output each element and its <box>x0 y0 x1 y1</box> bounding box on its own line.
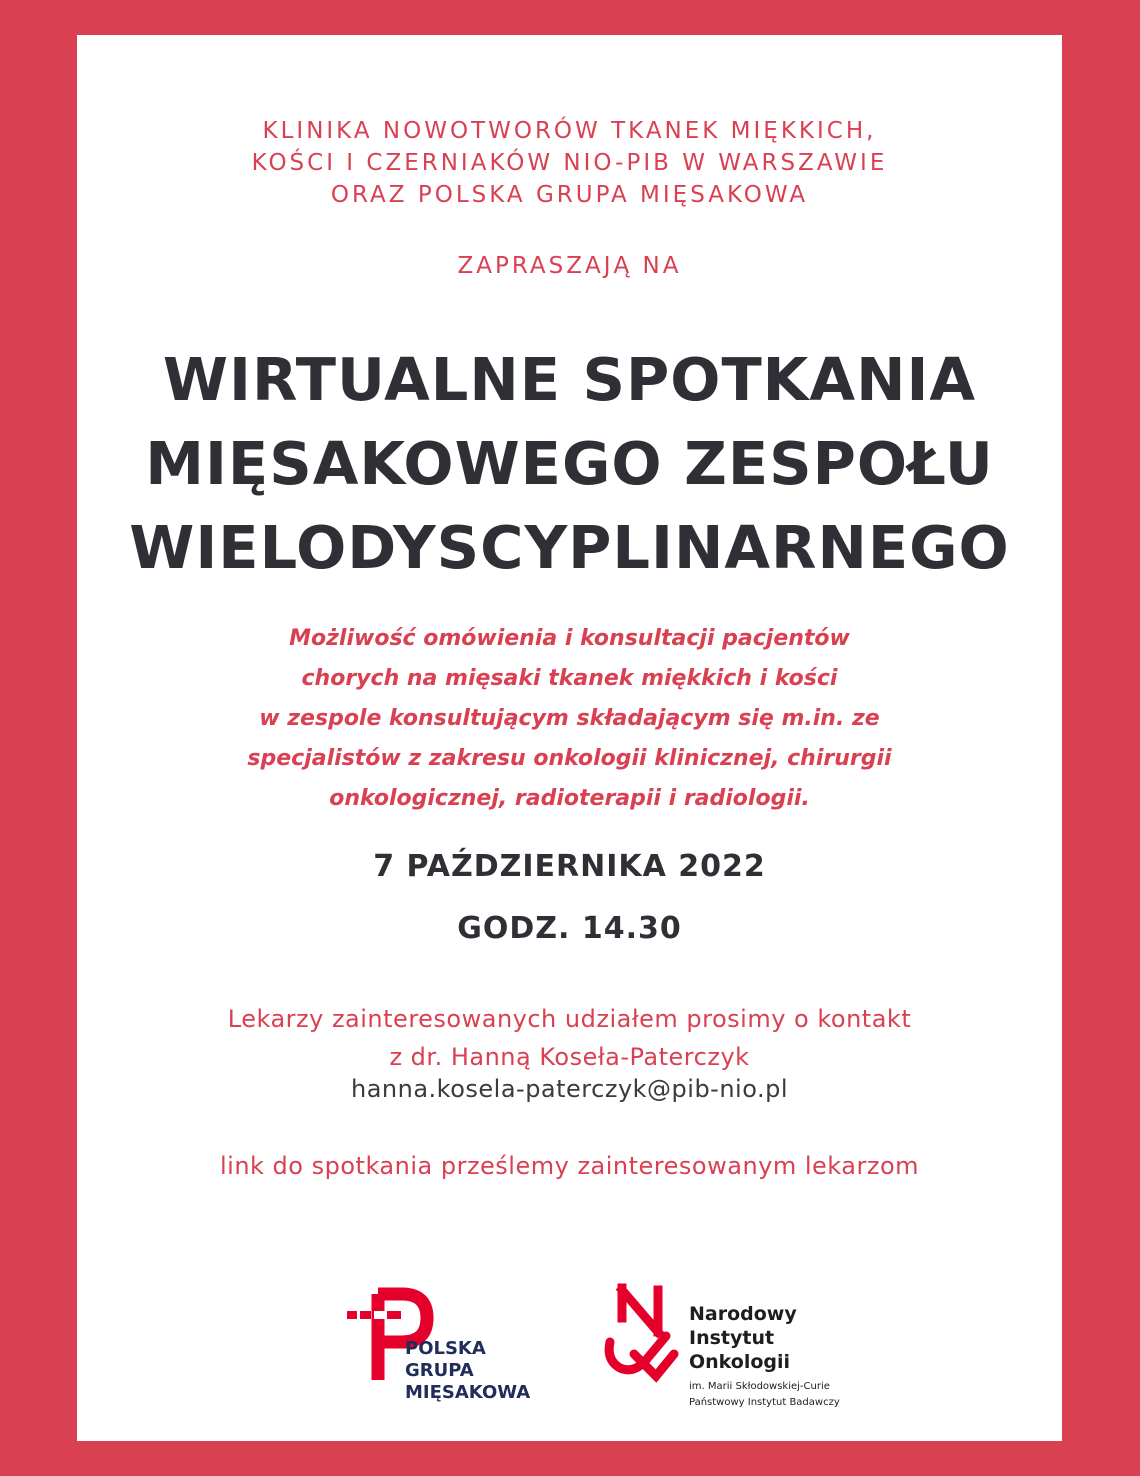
nio-name-line: Instytut <box>689 1327 775 1349</box>
organizers-heading <box>77 115 1062 211</box>
description-line: onkologicznej, radioterapii i radiologii. <box>329 786 810 811</box>
poster-panel <box>77 35 1062 1441</box>
nio-logo <box>600 1280 880 1430</box>
event-time: GODZ. 14.30 <box>457 911 682 946</box>
event-description <box>77 619 1062 819</box>
event-title-line: WIELODYSCYPLINARNEGO <box>129 513 1010 582</box>
event-date: 7 PAŹDZIERNIKA 2022 <box>373 849 766 884</box>
pgm-logo-text <box>405 1338 530 1404</box>
nio-logo-name <box>689 1302 797 1374</box>
event-title-line: WIRTUALNE SPOTKANIA <box>162 345 977 414</box>
contact-line: Lekarzy zainteresowanych udziałem prosimy o kontakt <box>227 1005 912 1033</box>
organizers-line: ORAZ POLSKA GRUPA MIĘSAKOWA <box>330 182 809 208</box>
nio-mark-icon <box>600 1280 690 1390</box>
pgm-logo-line: GRUPA <box>405 1360 474 1381</box>
nio-name-line: Onkologii <box>689 1351 791 1373</box>
nio-sub-line: Państwowy Instytut Badawczy <box>689 1397 840 1408</box>
pgm-logo <box>347 1280 547 1420</box>
event-title-line: MIĘSAKOWEGO ZESPOŁU <box>145 429 994 498</box>
contact-line: z dr. Hanną Koseła-Paterczyk <box>389 1043 750 1071</box>
description-line: w zespole konsultującym składającym się m.in. ze <box>259 706 880 731</box>
invite-text: ZAPRASZAJĄ NA <box>457 253 682 279</box>
nio-logo-subtitle <box>689 1379 840 1411</box>
contact-email[interactable]: hanna.kosela-paterczyk@pib-nio.pl <box>350 1075 789 1103</box>
nio-sub-line: im. Marii Skłodowskiej-Curie <box>689 1381 830 1392</box>
nio-name-line: Narodowy <box>689 1303 797 1325</box>
organizers-line: KLINIKA NOWOTWORÓW TKANEK MIĘKKICH, <box>262 118 877 144</box>
event-title <box>77 338 1062 590</box>
meeting-link-note: link do spotkania prześlemy zainteresowanym lekarzom <box>219 1152 920 1180</box>
description-line: Możliwość omówienia i konsultacji pacjentów <box>289 626 850 651</box>
pgm-logo-line: POLSKA <box>405 1338 486 1359</box>
description-line: chorych na mięsaki tkanek miękkich i kości <box>301 666 838 691</box>
contact-info <box>77 1000 1062 1076</box>
description-line: specjalistów z zakresu onkologii klinicznej, chirurgii <box>247 746 892 771</box>
organizers-line: KOŚCI I CZERNIAKÓW NIO-PIB W WARSZAWIE <box>251 150 888 176</box>
pgm-logo-line: MIĘSAKOWA <box>405 1382 531 1403</box>
